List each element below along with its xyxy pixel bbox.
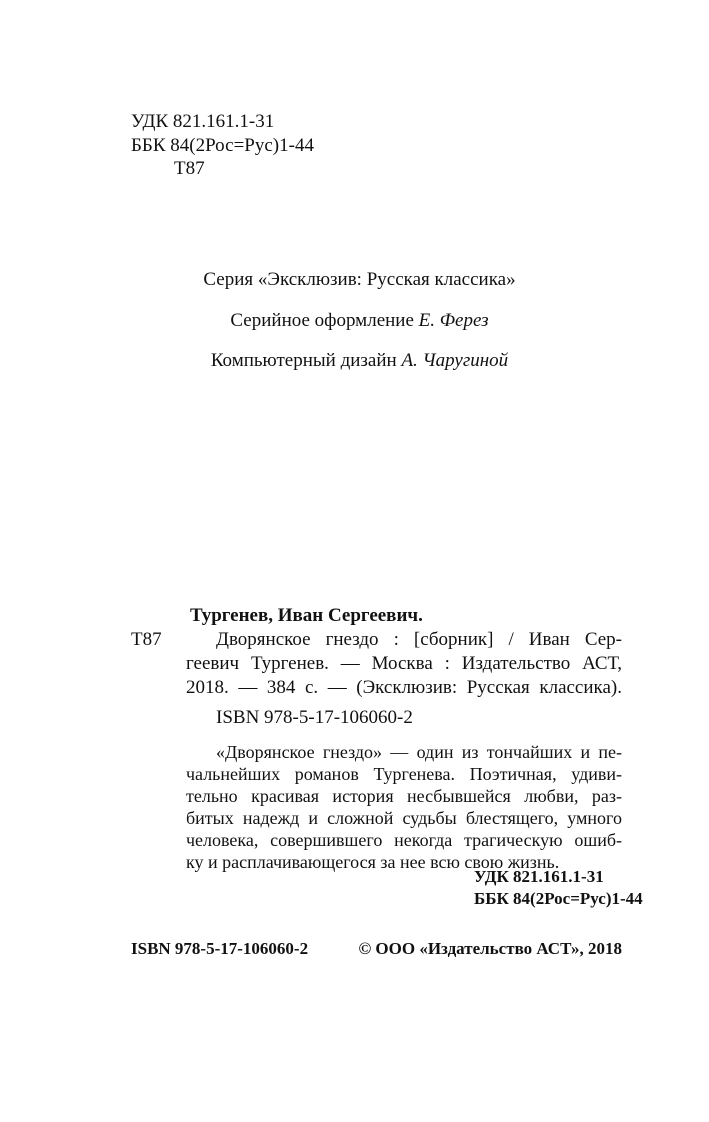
series-line: Серия «Эксклюзив: Русская классика»	[203, 269, 516, 290]
record-line: Дворянское гнездо : [сборник] / Иван Сер-	[216, 629, 622, 650]
design-label: Серийное оформление	[230, 310, 414, 331]
record-isbn: ISBN 978-5-17-106060-2	[216, 707, 413, 728]
design-name: Е. Ферез	[418, 310, 489, 331]
annotation-line: тельно красивая история несбывшейся любви, раз-	[186, 786, 622, 806]
computer-design-label: Компьютерный дизайн	[210, 350, 397, 371]
record-sign: Т87	[131, 629, 162, 650]
record-bbk: ББК 84(2Рос=Рус)1-44	[474, 889, 643, 908]
annotation-line: битых надежд и сложной судьбы блестящего, умного	[186, 808, 622, 828]
copyright: © ООО «Издательство АСТ», 2018	[358, 939, 622, 958]
annotation-line: чальнейших романов Тургенева. Поэтичная, удиви-	[186, 764, 622, 784]
author-heading: Тургенев, Иван Сергеевич.	[190, 605, 423, 626]
record-line: геевич Тургенев. — Москва : Издательство АСТ,	[186, 653, 622, 674]
footer-isbn: ISBN 978-5-17-106060-2	[131, 939, 309, 958]
design-credit	[0, 310, 709, 332]
bbk-code: ББК 84(2Рос=Рус)1-44	[131, 135, 314, 156]
record-line: 2018. — 384 с. — (Эксклюзив: Русская классика).	[186, 677, 622, 698]
record-udk: УДК 821.161.1-31	[474, 867, 604, 886]
computer-design-credit	[0, 350, 709, 372]
annotation-line: ку и расплачивающегося за нее всю свою жизнь.	[186, 852, 560, 872]
annotation-line: «Дворянское гнездо» — один из тончайших и пе-	[216, 742, 622, 762]
annotation-line: человека, совершившего некогда трагическую ошиб-	[186, 830, 622, 850]
computer-design-name: А. Чаругиной	[401, 350, 509, 371]
udk-code: УДК 821.161.1-31	[131, 111, 275, 132]
author-sign: Т87	[174, 158, 205, 179]
